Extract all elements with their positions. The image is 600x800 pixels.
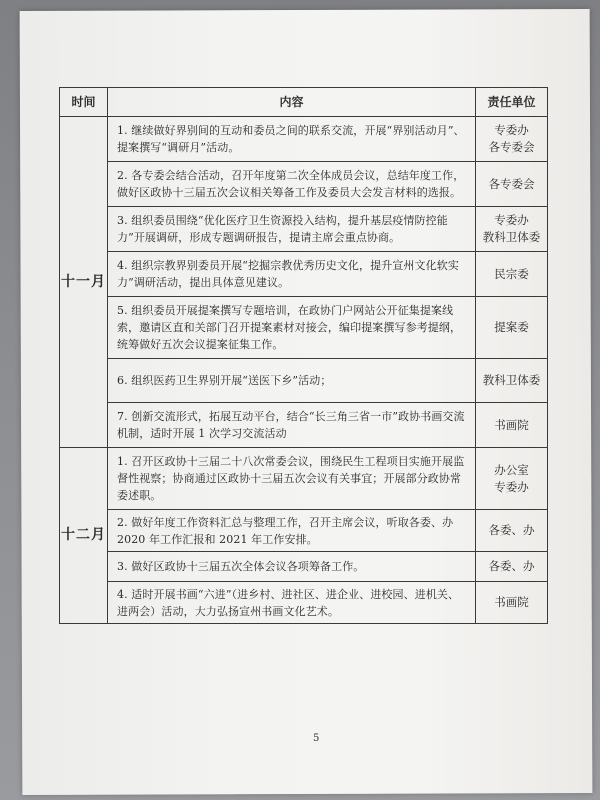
table-row bbox=[60, 207, 548, 252]
unit-line: 提案委 bbox=[494, 320, 529, 334]
table-row bbox=[60, 162, 548, 207]
unit-line: 书画院 bbox=[494, 595, 529, 609]
header-unit: 责任单位 bbox=[476, 88, 548, 117]
row-unit bbox=[476, 448, 548, 510]
unit-line: 各委、办 bbox=[488, 559, 535, 573]
table-row bbox=[60, 552, 548, 582]
row-content: 7. 创新交流形式，拓展互动平台，结合“长三角三省一市”政协书画交流机制，适时开展 1 次学习交流活动 bbox=[108, 403, 476, 448]
schedule-table bbox=[59, 87, 548, 624]
row-unit bbox=[476, 117, 548, 162]
row-content: 2. 做好年度工作资料汇总与整理工作，召开主席会议，听取各委、办 2020 年工作汇报和 2021 年工作安排。 bbox=[108, 510, 476, 552]
table-row bbox=[60, 252, 548, 297]
unit-line: 教科卫体委 bbox=[482, 230, 541, 244]
table-row bbox=[60, 582, 548, 624]
row-unit bbox=[476, 297, 548, 359]
row-content: 4. 组织宗教界别委员开展“挖掘宗教优秀历史文化，提升宣州文化软实力”调研活动，提出具体意见建议。 bbox=[108, 252, 476, 297]
row-content: 3. 做好区政协十三届五次全体会议各项筹备工作。 bbox=[108, 552, 476, 582]
unit-line: 专委办 bbox=[494, 213, 529, 227]
table-row bbox=[60, 117, 548, 162]
unit-line: 办公室 bbox=[494, 462, 529, 477]
unit-line: 各委、办 bbox=[488, 523, 535, 537]
unit-line: 书画院 bbox=[494, 417, 529, 432]
row-content: 1. 召开区政协十三届二十八次常委会议，围绕民生工程项目实施开展监督性视察；协商通过区政协十三届五次会议有关事宜；开展部分政协常委述职。 bbox=[108, 448, 476, 510]
table-header-row bbox=[60, 88, 548, 117]
row-unit bbox=[476, 359, 548, 403]
table-row bbox=[60, 510, 548, 552]
row-unit bbox=[476, 510, 548, 552]
row-unit bbox=[476, 207, 548, 252]
page-number: 5 bbox=[313, 733, 320, 744]
row-content: 1. 继续做好界别间的互动和委员之间的联系交流，开展“界别活动月”、提案撰写“调研月”活动。 bbox=[108, 117, 476, 162]
row-unit bbox=[476, 162, 548, 207]
table-row bbox=[60, 297, 548, 359]
row-content: 6. 组织医药卫生界别开展“送医下乡”活动； bbox=[108, 359, 476, 403]
row-content: 3. 组织委员围绕“优化医疗卫生资源投入结构，提升基层疫情防控能力”开展调研，形成专题调研报告，提请主席会重点协商。 bbox=[108, 207, 476, 252]
unit-line: 各专委会 bbox=[488, 176, 535, 191]
row-unit bbox=[476, 252, 548, 297]
table-row bbox=[60, 403, 548, 448]
header-time: 时间 bbox=[60, 88, 108, 117]
header-content: 内容 bbox=[108, 88, 476, 117]
row-unit bbox=[476, 403, 548, 448]
unit-line: 民宗委 bbox=[494, 266, 529, 281]
row-unit bbox=[476, 582, 548, 624]
month-november: 十一月 bbox=[60, 117, 108, 448]
row-content: 2. 各专委会结合活动，召开年度第二次全体成员会议，总结年度工作，做好区政协十三届五次会议相关筹备工作及委员大会发言材料的选报。 bbox=[108, 162, 476, 207]
unit-line: 教科卫体委 bbox=[482, 373, 541, 387]
unit-line: 各专委会 bbox=[488, 140, 535, 154]
month-december: 十二月 bbox=[60, 448, 108, 624]
table-row bbox=[60, 448, 548, 510]
row-content: 4. 适时开展书画“六进”（进乡村、进社区、进企业、进校园、进机关、进两会）活动，大力弘扬宣州书画文化艺术。 bbox=[108, 582, 476, 624]
table-row bbox=[60, 359, 548, 403]
unit-line: 专委办 bbox=[494, 479, 529, 494]
row-content: 5. 组织委员开展提案撰写专题培训，在政协门户网站公开征集提案线索，邀请区直和关部门召开提案素材对接会，编印提案撰写参考提纲，统筹做好五次会议提案征集工作。 bbox=[108, 297, 476, 359]
unit-line: 专委办 bbox=[494, 123, 529, 137]
row-unit bbox=[476, 552, 548, 582]
